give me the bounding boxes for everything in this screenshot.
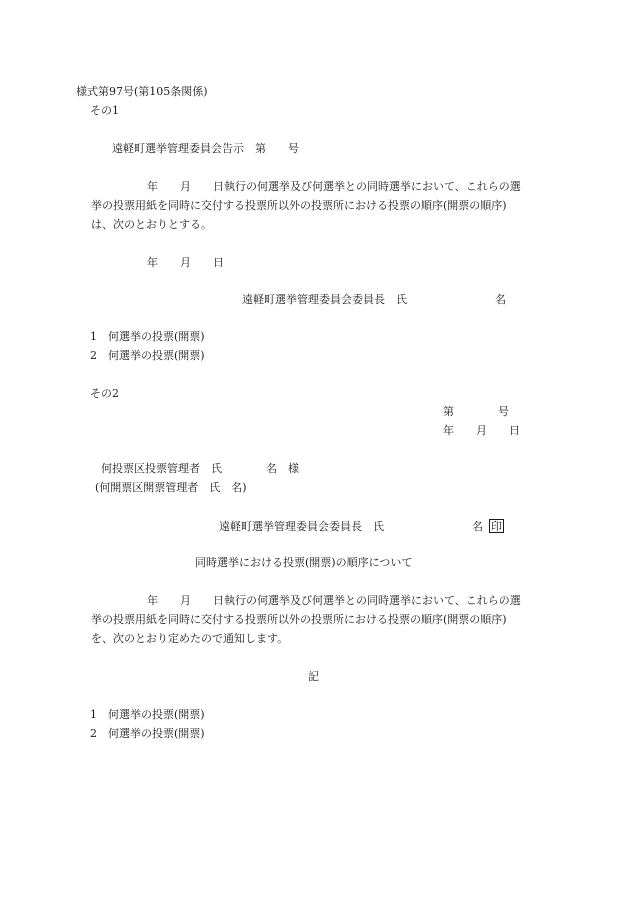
subject-line: 同時選挙における投票(開票)の順序について (195, 556, 413, 569)
addressee: 何投票区投票管理者 氏 名 様 (101, 462, 299, 475)
part2-body-line: 挙の投票用紙を同時に交付する投票所以外の投票所における投票の順序(開票の順序) (91, 613, 507, 626)
part2-body-line: を、次のとおり定めたので通知します。 (91, 632, 289, 645)
notice-title: 遠軽町選挙管理委員会告示 第 号 (112, 142, 299, 155)
part1-body-line: は、次のとおりとする。 (91, 218, 212, 231)
part2-list-item: 2 何選挙の投票(開票) (90, 727, 205, 740)
document-number: 第 号 (443, 405, 509, 418)
form-number: 様式第97号(第105条関係) (76, 85, 208, 98)
part1-list-item: 2 何選挙の投票(開票) (90, 349, 205, 362)
ki-heading: 記 (308, 670, 319, 683)
part1-list-item: 1 何選挙の投票(開票) (90, 330, 205, 343)
sender (219, 519, 504, 533)
part2-label: その2 (90, 387, 119, 400)
part1-label: その1 (90, 104, 119, 117)
part1-body-line: 挙の投票用紙を同時に交付する投票所以外の投票所における投票の順序(開票の順序) (91, 199, 507, 212)
part1-body-line: 年 月 日執行の何選挙及び何選挙との同時選挙において、これらの選 (147, 180, 521, 193)
document-date: 年 月 日 (443, 424, 520, 437)
part1-date-line: 年 月 日 (147, 256, 224, 269)
sender-name: 遠軽町選挙管理委員会委員長 氏 名 (219, 520, 483, 533)
addressee-alt: (何開票区開票管理者 氏 名) (95, 481, 247, 494)
part2-list-item: 1 何選挙の投票(開票) (90, 708, 205, 721)
part1-signatory: 遠軽町選挙管理委員会委員長 氏 名 (242, 293, 506, 306)
part2-body-line: 年 月 日執行の何選挙及び何選挙との同時選挙において、これらの選 (147, 594, 521, 607)
seal-mark: 印 (491, 520, 502, 533)
